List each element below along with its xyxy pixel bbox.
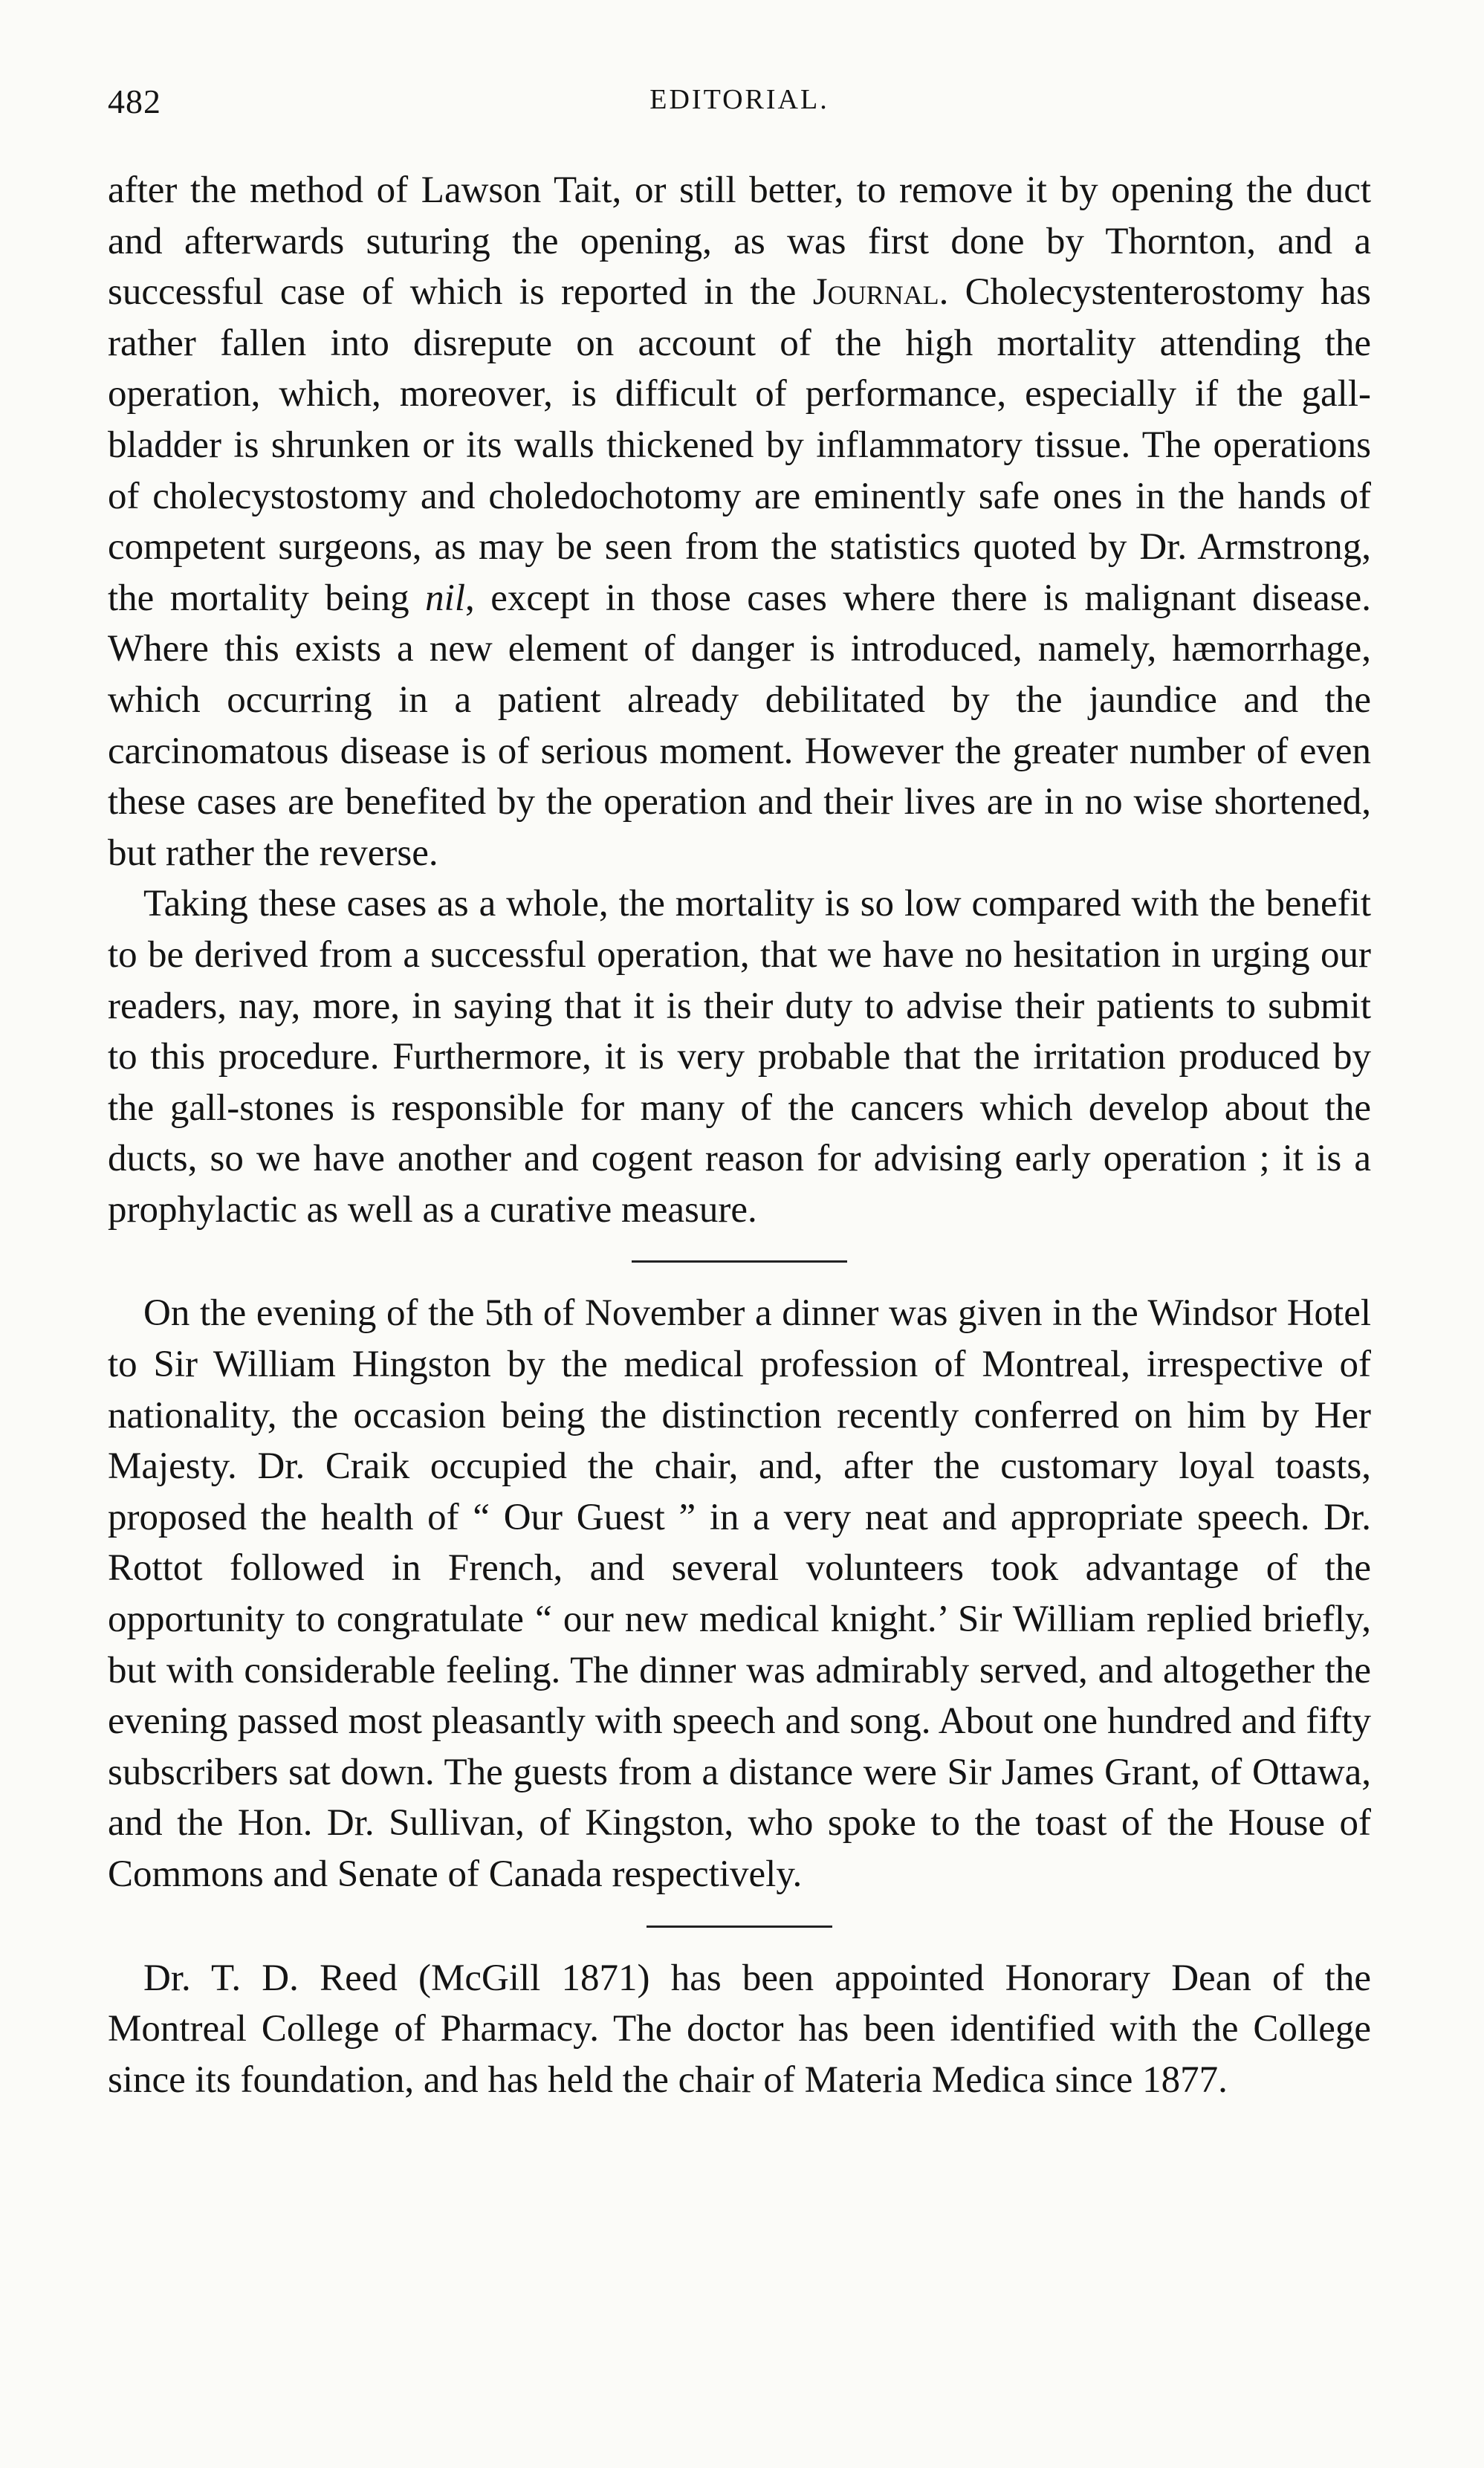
journal-name: Journal (812, 271, 939, 314)
section-divider (632, 1260, 847, 1263)
page-header (108, 82, 1371, 134)
emphasis-nil: nil (425, 577, 465, 619)
paragraph-conclusion: Taking these cases as a whole, the mortality is so low compared with the benefit to be derived from a successful operation, that we have no hesitation in urging our readers, nay, more, in saying that it is their duty to advise their patients to submit to this procedure. Furthermore, it is very probable that the irritation produced by the gall-stones is responsible for many of the cancers which develop about the ducts, so we have another and cogent reason for advising early operation ; it is a prophylactic as well as a curative measure. (108, 883, 1371, 1231)
section-divider (647, 1926, 832, 1928)
text-run: , except in those cases where there is malignant disease. Where this exists a new element of danger is introduced, namely, hæmorrhage, which occurring in a patient already debilitated by the jaundice and the carcinomatous disease is of serious moment. However the greater number of even these cases are benefited by the operation and their lives are in no wise shortened, but rather the reverse. (108, 577, 1371, 874)
page-number: 482 (108, 82, 161, 120)
running-head: EDITORIAL. (649, 84, 829, 115)
paragraph-continued (108, 165, 1371, 878)
body-text (108, 165, 1371, 2105)
paragraph-appointment-notice: Dr. T. D. Reed (McGill 1871) has been appointed Honorary Dean of the Montreal College of Pharmacy. The doctor has been identified with the College since its foundation, and has held the chair of Materia Medica since 1877. (108, 1957, 1371, 2101)
text-run: . Cholecystenterostomy has rather fallen into disrepute on account of the high mortality attending the operation, which, moreover, is difficult of performance, especially if the gall-bladder is shrunken or its walls thickened by inflammatory tissue. The operations of cholecystostomy and choledochotomy are eminently safe ones in the hands of competent surgeons, as may be seen from the statistics quoted by Dr. Armstrong, the mortality being (108, 271, 1371, 619)
text-run: after the method of Lawson Tait, or still better, to remove it by opening the duct and afterwards suturing the opening, as was first done by Thornton, and a successful case of which is reported in the (108, 169, 1371, 314)
paragraph-dinner-notice: On the evening of the 5th of November a dinner was given in the Windsor Hotel to Sir William Hingston by the medical profession of Montreal, irrespective of nationality, the occasion being the distinction recently conferred on him by Her Majesty. Dr. Craik occupied the chair, and, after the customary loyal toasts, proposed the health of “ Our Guest ” in a very neat and appropriate speech. Dr. Rottot followed in French, and several volunteers took advantage of the opportunity to congratulate “ our new medical knight.’ Sir William replied briefly, but with considerable feeling. The dinner was admirably served, and altogether the evening passed most pleasantly with speech and song. About one hundred and fifty subscribers sat down. The guests from a distance were Sir James Grant, of Ottawa, and the Hon. Dr. Sullivan, of Kingston, who spoke to the toast of the House of Commons and Senate of Canada respectively. (108, 1292, 1371, 1895)
